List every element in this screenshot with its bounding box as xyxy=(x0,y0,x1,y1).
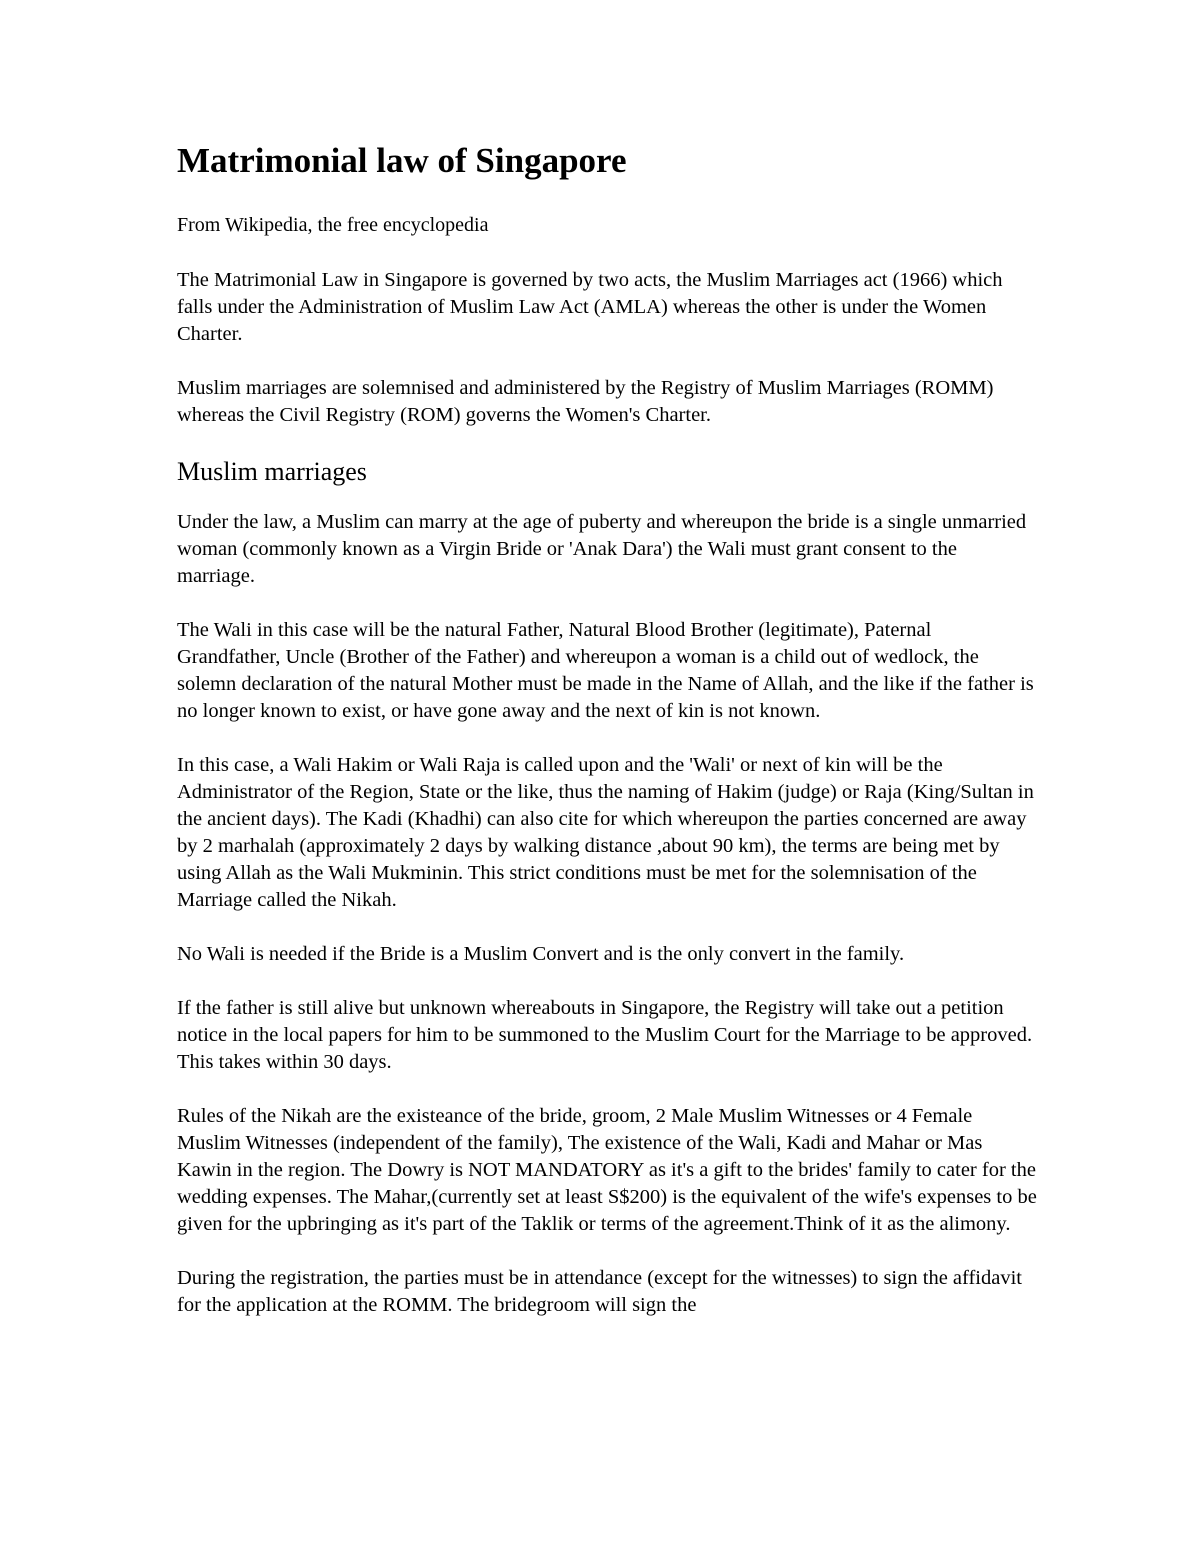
section-paragraph-6: Rules of the Nikah are the existeance of the bride, groom, 2 Male Muslim Witnesses or 4 Female Muslim Witnesses (independent of the family), The existence of the Wali, Kadi and Mahar or Mas Kawin in the region. The Dowry is NOT MANDATORY as it's a gift to the brides' family to cater for the wedding expenses. The Mahar,(currently set at least S$200) is the equivalent of the wife's expenses to be given for the upbringing as it's part of the Taklik or terms of the agreement.Think of it as the alimony. xyxy=(177,1105,1037,1236)
intro-paragraph-2: Muslim marriages are solemnised and administered by the Registry of Muslim Marriages (ROMM) whereas the Civil Registry (ROM) governs the Women's Charter. xyxy=(177,377,994,426)
section-paragraph-7: During the registration, the parties must be in attendance (except for the witnesses) to sign the affidavit for the application at the ROMM. The bridegroom will sign the xyxy=(177,1267,1022,1317)
section-paragraph-2: The Wali in this case will be the natural Father, Natural Blood Brother (legitimate), Paternal Grandfather, Uncle (Brother of the Father) and whereupon a woman is a child out of wedlock, the solemn declaration of the natural Mother must be made in the Name of Allah, and the like if the father is no longer known to exist, or have gone away and the next of kin is not known. xyxy=(177,619,1034,723)
section-paragraph-3: In this case, a Wali Hakim or Wali Raja is called upon and the 'Wali' or next of kin will be the Administrator of the Region, State or the like, thus the naming of Hakim (judge) or Raja (King/Sultan in the ancient days). The Kadi (Khadhi) can also cite for which whereupon the parties concerned are away by 2 marhalah (approximately 2 days by walking distance ,about 90 km), the terms are being met by using Allah as the Wali Mukminin. This strict conditions must be met for the solemnisation of the Marriage called the Nikah. xyxy=(177,754,1034,912)
intro-paragraph-1: The Matrimonial Law in Singapore is governed by two acts, the Muslim Marriages act (1966) which falls under the Administration of Muslim Law Act (AMLA) whereas the other is under the Women Charter. xyxy=(177,269,1003,345)
section-paragraph-4: No Wali is needed if the Bride is a Muslim Convert and is the only convert in the family. xyxy=(177,943,905,966)
document-page xyxy=(177,140,1037,1346)
section-paragraph-5: If the father is still alive but unknown whereabouts in Singapore, the Registry will take out a petition notice in the local papers for him to be summoned to the Muslim Court for the Marriage to be approved. This takes within 30 days. xyxy=(177,997,1033,1074)
section-paragraph-1: Under the law, a Muslim can marry at the age of puberty and whereupon the bride is a single unmarried woman (commonly known as a Virgin Bride or 'Anak Dara') the Wali must grant consent to the marriage. xyxy=(177,511,1027,588)
page-title: Matrimonial law of Singapore xyxy=(177,141,627,180)
page-subtitle: From Wikipedia, the free encyclopedia xyxy=(177,214,489,236)
section-heading-muslim-marriages: Muslim marriages xyxy=(177,457,367,486)
